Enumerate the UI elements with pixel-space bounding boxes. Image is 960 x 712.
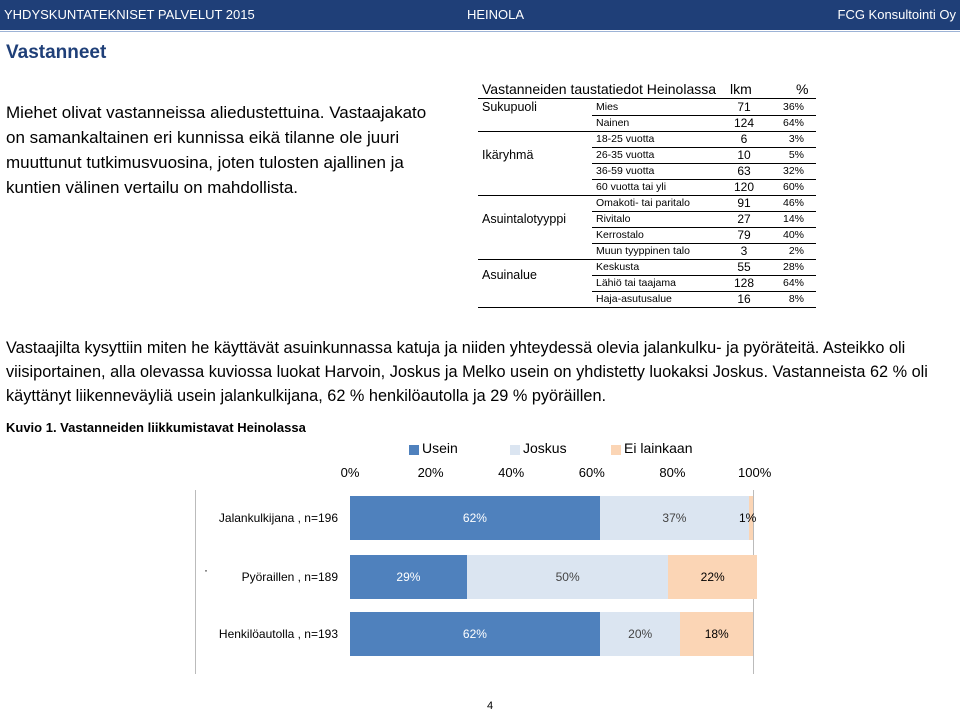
table-row [592, 260, 816, 275]
row-label: Kerrostalo [596, 229, 644, 241]
data-label: 62% [462, 511, 487, 525]
page-header [0, 0, 960, 30]
x-tick-label: 80% [659, 465, 686, 480]
row-label: Haja-asutusalue [596, 293, 672, 305]
chart-left-axis [195, 490, 196, 674]
row-count: 6 [740, 132, 748, 146]
legend-label: Ei lainkaan [624, 440, 693, 456]
table-row [592, 212, 816, 227]
bar-segment [350, 612, 600, 656]
row-percent: 3% [788, 133, 804, 145]
row-count: 16 [737, 292, 751, 306]
row-percent: 8% [788, 293, 804, 305]
table-row [592, 196, 816, 211]
x-tick-label: 20% [417, 465, 444, 480]
row-count: 91 [737, 196, 751, 210]
table-top-rule [478, 98, 816, 99]
group-label: Asuintalotyyppi [482, 212, 567, 226]
table-row [592, 292, 816, 307]
row-label: 36-59 vuotta [596, 165, 655, 177]
table-row [592, 228, 816, 243]
data-label: 1% [738, 511, 757, 525]
data-label: 22% [700, 570, 725, 584]
bar-segment [467, 555, 669, 599]
group-divider [478, 307, 816, 308]
bar-segment [738, 496, 757, 540]
x-tick-label: 0% [340, 465, 360, 480]
page-number: 4 [487, 700, 494, 712]
row-label: Omakoti- tai paritalo [596, 197, 690, 209]
row-count: 3 [740, 244, 748, 258]
row-percent: 32% [782, 165, 804, 177]
category-label: Henkilöautolla , n=193 [218, 627, 338, 641]
bar-segment [668, 555, 757, 599]
group-label: Sukupuoli [482, 100, 537, 114]
row-label: 18-25 vuotta [596, 133, 655, 145]
data-label: 37% [662, 511, 687, 525]
row-count: 124 [733, 116, 755, 130]
table-row [592, 180, 816, 195]
row-label: 26-35 vuotta [596, 149, 655, 161]
row-count: 63 [737, 164, 751, 178]
header-divider [0, 31, 960, 32]
row-count: 55 [737, 260, 751, 274]
legend-swatch [611, 445, 621, 455]
legend-label: Usein [422, 440, 458, 456]
row-label: Rivitalo [596, 213, 631, 225]
stray-mark: · [204, 563, 208, 577]
row-count: 120 [733, 180, 755, 194]
bar-segment [350, 496, 600, 540]
bar-segment [350, 555, 467, 599]
group-label: Asuinalue [482, 268, 537, 282]
row-percent: 2% [788, 245, 804, 257]
row-percent: 64% [782, 117, 804, 129]
x-tick-label: 100% [738, 465, 772, 480]
row-label: Lähiö tai taajama [596, 277, 676, 289]
table-row [592, 116, 816, 131]
row-label: Keskusta [596, 261, 640, 273]
group-label: Ikäryhmä [482, 148, 534, 162]
row-count: 27 [737, 212, 751, 226]
row-percent: 36% [782, 101, 804, 113]
category-label: Pyöraillen , n=189 [241, 570, 338, 584]
header-center-text: HEINOLA [467, 7, 525, 22]
row-percent: 28% [782, 261, 804, 273]
row-label: 60 vuotta tai yli [596, 181, 667, 193]
x-tick-label: 40% [498, 465, 525, 480]
category-label: Jalankulkijana , n=196 [218, 511, 338, 525]
data-label: 18% [704, 627, 729, 641]
row-count: 128 [733, 276, 755, 290]
row-count: 79 [737, 228, 751, 242]
bar-segment [680, 612, 753, 656]
legend-swatch [409, 445, 419, 455]
row-percent: 40% [782, 229, 804, 241]
row-percent: 5% [788, 149, 804, 161]
data-label: 62% [462, 627, 487, 641]
bar-segment [600, 496, 749, 540]
intro-paragraph: Miehet olivat vastanneissa aliedustettuina. Vastaajakato on samankaltainen eri kunnissa eikä tilanne ole juuri muuttunut tutkimusvuosina, joten tulosten ajallinen ja kuntien välinen vertailu on mahdollista. [6, 103, 427, 197]
row-count: 10 [737, 148, 751, 162]
row-label: Muun tyyppinen talo [596, 245, 690, 257]
row-percent: 46% [782, 197, 804, 209]
page-title: Vastanneet [6, 42, 107, 63]
table-header-count: lkm [730, 81, 752, 97]
table-row [592, 164, 816, 179]
legend-label: Joskus [523, 440, 567, 456]
legend-swatch [510, 445, 520, 455]
table-header-percent: % [796, 81, 809, 97]
table-row [592, 132, 816, 147]
table-title: Vastanneiden taustatiedot Heinolassa [482, 81, 717, 97]
row-label: Mies [596, 101, 619, 113]
table-row [592, 244, 816, 259]
data-label: 29% [396, 570, 421, 584]
header-right-text: FCG Konsultointi Oy [837, 7, 956, 22]
table-row [592, 100, 816, 115]
row-percent: 60% [782, 181, 804, 193]
x-tick-label: 60% [578, 465, 605, 480]
row-percent: 14% [782, 213, 804, 225]
bar-segment [600, 612, 681, 656]
row-percent: 64% [782, 277, 804, 289]
table-row [592, 276, 816, 291]
row-label: Nainen [596, 117, 630, 129]
data-label: 20% [628, 627, 653, 641]
body-paragraph: Vastaajilta kysyttiin miten he käyttävät asuinkunnassa katuja ja niiden yhteydessä olevia jalankulku- ja pyöräteitä. Asteikko oli viisiportainen, alla olevassa kuviossa luokat Harvoin, Joskus ja Melko usein on yhdistetty luokaksi Joskus. Vastanneista 62 % oli käyttänyt liikenneväyliä usein jalankulkijana, 62 % henkilöautolla ja 29 % pyöräillen. [6, 339, 928, 405]
row-count: 71 [737, 100, 751, 114]
header-left-text: YHDYSKUNTATEKNISET PALVELUT 2015 [4, 7, 255, 22]
data-label: 50% [555, 570, 580, 584]
table-row [592, 148, 816, 163]
figure-title: Kuvio 1. Vastanneiden liikkumistavat Heinolassa [6, 420, 306, 435]
